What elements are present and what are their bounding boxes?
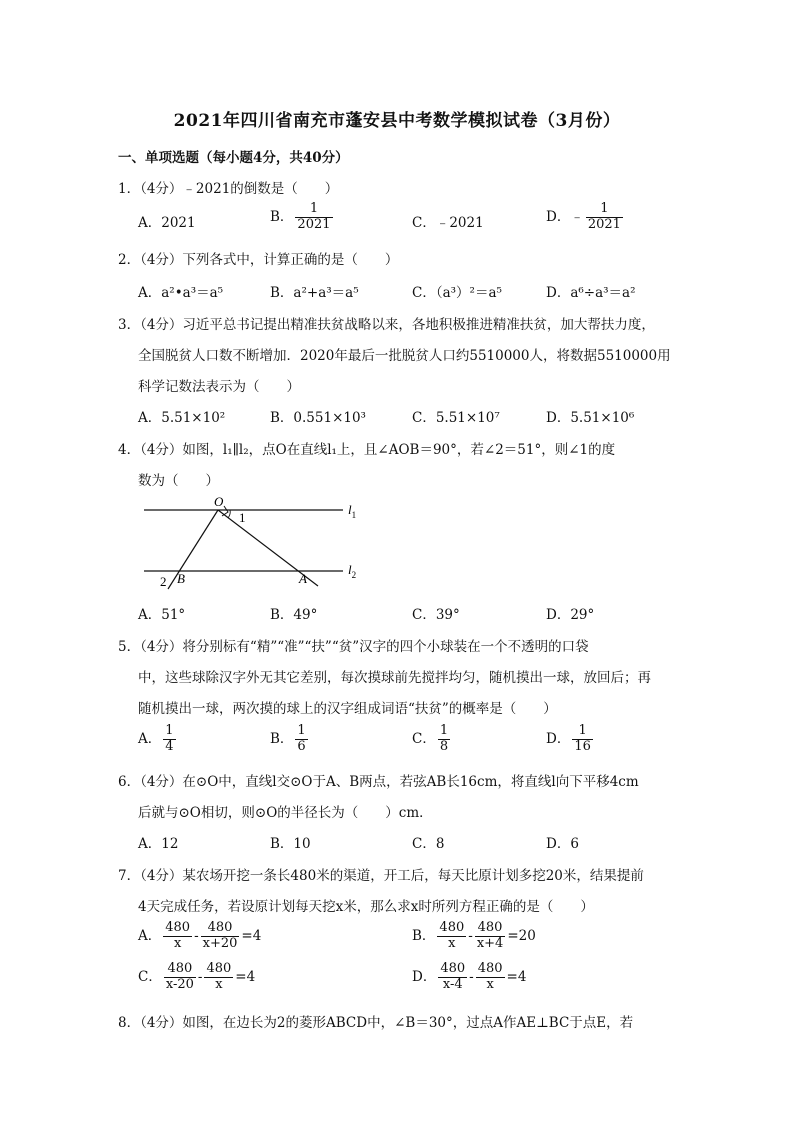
- q1-option-c: C．﹣2021: [412, 215, 484, 231]
- question-2-stem: 2．（4分）下列各式中，计算正确的是（ ）: [118, 252, 399, 268]
- q1-option-a: A．2021: [138, 215, 196, 231]
- question-6-line-2: 后就与⊙O相切，则⊙O的半径长为（ ）cm．: [138, 805, 433, 821]
- question-3-line-1: 3．（4分）习近平总书记提出精准扶贫战略以来，各地积极推进精准扶贫，加大帮扶力度，: [118, 317, 655, 333]
- q5-option-a: A． $\frac{1}{4}$: [138, 723, 174, 754]
- q1-option-b: B． $\frac{1}{2021}$: [270, 201, 331, 232]
- question-5-line-2: 中，这些球除汉字外无其它差别，每次摸球前先搅拌均匀，随机摸出一球，放回后；再: [138, 670, 651, 686]
- section-heading: 一、单项选题（每小题4分，共40分）: [118, 150, 349, 166]
- page-title: 2021年四川省南充市蓬安县中考数学模拟试卷（3月份）: [173, 111, 621, 131]
- q2-option-b: B．a²+a³＝a⁵: [270, 285, 359, 301]
- q2-option-a: A．a²•a³＝a⁵: [138, 285, 224, 301]
- label-a: A: [299, 571, 307, 586]
- q2-option-d: D．a⁶÷a³＝a²: [546, 285, 636, 301]
- q3-option-d: D．5.51×10⁶: [546, 410, 635, 426]
- q6-option-a: A．12: [138, 836, 179, 852]
- question-1-stem: 1．（4分）﹣2021的倒数是（ ）: [118, 181, 339, 197]
- q6-option-b: B．10: [270, 836, 311, 852]
- question-3-line-3: 科学记数法表示为（ ）: [138, 379, 300, 395]
- question-7-line-2: 4天完成任务，若设原计划每天挖x米，那么求x时所列方程正确的是（ ）: [138, 899, 594, 915]
- q5-option-b: B． $\frac{1}{6}$: [270, 723, 306, 754]
- label-o: O: [214, 494, 224, 509]
- q3-option-a: A．5.51×10²: [138, 410, 226, 426]
- q1-option-d: D．﹣ $\frac{1}{2021}$: [546, 201, 621, 232]
- q7-option-d: D． $\frac{480}{x-4}$ - $\frac{480}{x}$ =4: [412, 961, 527, 992]
- q7-option-a: A． $\frac{480}{x}$ - $\frac{480}{x+20}$ =4: [138, 920, 262, 951]
- label-l2: $l_2$: [348, 562, 357, 580]
- question-6-line-1: 6．（4分）在⊙O中，直线l交⊙O于A、B两点，若弦AB长16cm，将直线l向下平移4cm: [118, 774, 639, 790]
- angle-1-arc: [228, 510, 230, 518]
- q5-option-c: C． $\frac{1}{8}$: [412, 723, 449, 754]
- label-angle-1: 1: [239, 510, 246, 525]
- q3-option-c: C．5.51×10⁷: [412, 410, 500, 426]
- question-3-line-2: 全国脱贫人口数不断增加．2020年最后一批脱贫人口约5510000人，将数据5510000用: [138, 348, 671, 364]
- segment-ob: [168, 510, 218, 589]
- q3-option-b: B．0.551×10³: [270, 410, 366, 426]
- q2-option-c: C．（a³）²＝a⁵: [412, 285, 502, 301]
- question-8-line-1: 8．（4分）如图，在边长为2的菱形ABCD中，∠B＝30°，过点A作AE⊥BC于点E，若: [118, 1015, 634, 1031]
- q4-parallel-lines-figure: [138, 494, 378, 594]
- label-angle-2: 2: [160, 574, 167, 589]
- q6-option-d: D．6: [546, 836, 579, 852]
- q7-option-b: B． $\frac{480}{x}$ - $\frac{480}{x+4}$ =20: [412, 920, 536, 951]
- q1-b-fraction: $\frac{1}{2021}$: [297, 201, 331, 232]
- q1-d-fraction: $\frac{1}{2021}$: [587, 201, 621, 232]
- q4-option-a: A．51°: [138, 607, 186, 623]
- q4-option-b: B．49°: [270, 607, 318, 623]
- q4-option-c: C．39°: [412, 607, 460, 623]
- q6-option-c: C．8: [412, 836, 445, 852]
- q7-option-c: C． $\frac{480}{x-20}$ - $\frac{480}{x}$ =4: [138, 961, 256, 992]
- label-b: B: [177, 571, 185, 586]
- q5-option-d: D． $\frac{1}{16}$: [546, 723, 591, 754]
- question-4-line-2: 数为（ ）: [138, 473, 219, 489]
- label-l1: $l_1$: [348, 502, 357, 520]
- q4-option-d: D．29°: [546, 607, 595, 623]
- question-4-line-1: 4．（4分）如图，l₁∥l₂，点O在直线l₁上，且∠AOB＝90°，若∠2＝51°，则∠1的度: [118, 442, 616, 458]
- question-7-line-1: 7．（4分）某农场开挖一条长480米的渠道，开工后，每天比原计划多挖20米，结果提前: [118, 868, 644, 884]
- question-5-line-3: 随机摸出一球，两次摸的球上的汉字组成词语“扶贫”的概率是（ ）: [138, 701, 557, 717]
- question-5-line-1: 5．（4分）将分别标有“精”“准”“扶”“贫”汉字的四个小球装在一个不透明的口袋: [118, 639, 589, 655]
